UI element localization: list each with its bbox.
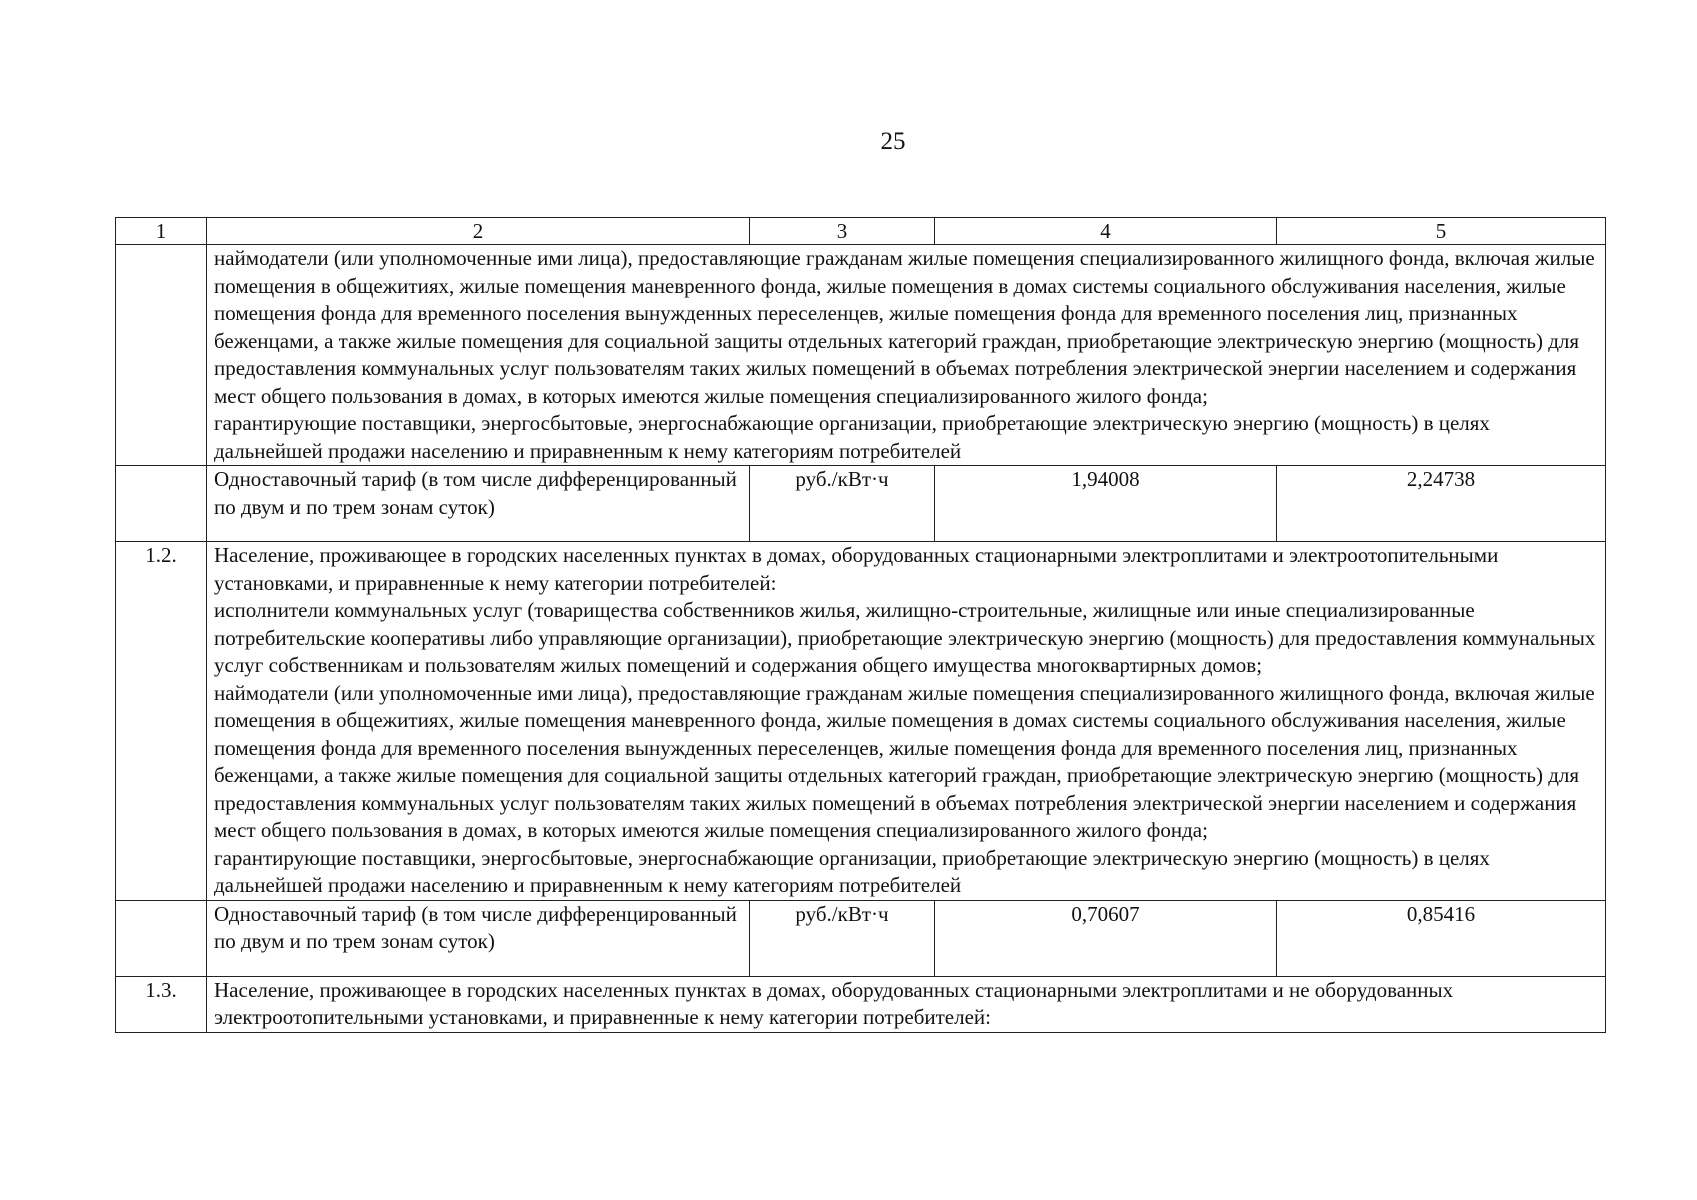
tariff-name: Одноставочный тариф (в том числе дифференцированный по двум и по трем зонам суток) bbox=[207, 466, 750, 542]
row-number: 1.3. bbox=[116, 976, 207, 1032]
description-paragraph: исполнители коммунальных услуг (товарищества собственников жилья, жилищно-строительные, жилищные или иные специализированные потребительские кооперативы либо управляющие организации), приобретающие электрическую энергию (мощность) для предоставления коммунальных услуг собственникам и пользователям жилых помещений и содержания общего имущества многоквартирных домов; bbox=[214, 598, 1596, 677]
table-row bbox=[116, 466, 1606, 542]
table-row bbox=[116, 900, 1606, 976]
header-col-1: 1 bbox=[116, 218, 207, 245]
category-description bbox=[207, 542, 1606, 901]
header-col-2: 2 bbox=[207, 218, 750, 245]
tariff-value-col4: 0,70607 bbox=[935, 900, 1277, 976]
row-number-empty bbox=[116, 900, 207, 976]
tariff-value-col5: 2,24738 bbox=[1277, 466, 1606, 542]
tariff-name: Одноставочный тариф (в том числе дифференцированный по двум и по трем зонам суток) bbox=[207, 900, 750, 976]
header-col-3: 3 bbox=[750, 218, 935, 245]
description-paragraph: Население, проживающее в городских населенных пунктах в домах, оборудованных стационарными электроплитами и не оборудованных электроотопительными установками, и приравненные к нему категории потребителей: bbox=[214, 977, 1454, 1029]
table-row bbox=[116, 542, 1606, 901]
category-description bbox=[207, 245, 1606, 466]
table-row bbox=[116, 976, 1606, 1032]
tariff-unit: руб./кВт·ч bbox=[750, 900, 935, 976]
description-paragraph: Население, проживающее в городских населенных пунктах в домах, оборудованных стационарными электроплитами и электроотопительными установками, и приравненные к нему категории потребителей: bbox=[214, 543, 1499, 595]
table-row bbox=[116, 245, 1606, 466]
description-paragraph: наймодатели (или уполномоченные ими лица), предоставляющие гражданам жилые помещения специализированного жилищного фонда, включая жилые помещения в общежитиях, жилые помещения маневренного фонда, жилые помещения в домах системы социального обслуживания населения, жилые помещения фонда для временного поселения вынужденных переселенцев, жилые помещения фонда для временного поселения лиц, признанных беженцами, а также жилые помещения для социальной защиты отдельных категорий граждан, приобретающие электрическую энергию (мощность) для предоставления коммунальных услуг пользователям таких жилых помещений в объемах потребления электрической энергии населением и содержания мест общего пользования в домах, в которых имеются жилые помещения специализированного жилого фонда; bbox=[214, 246, 1595, 408]
description-paragraph: наймодатели (или уполномоченные ими лица), предоставляющие гражданам жилые помещения специализированного жилищного фонда, включая жилые помещения в общежитиях, жилые помещения маневренного фонда, жилые помещения в домах системы социального обслуживания населения, жилые помещения фонда для временного поселения вынужденных переселенцев, жилые помещения фонда для временного поселения лиц, признанных беженцами, а также жилые помещения для социальной защиты отдельных категорий граждан, приобретающие электрическую энергию (мощность) для предоставления коммунальных услуг пользователям таких жилых помещений в объемах потребления электрической энергии населением и содержания мест общего пользования в домах, в которых имеются жилые помещения специализированного жилого фонда; bbox=[214, 680, 1595, 842]
tariff-table bbox=[115, 217, 1606, 1033]
row-number: 1.2. bbox=[116, 542, 207, 901]
tariff-value-col5: 0,85416 bbox=[1277, 900, 1606, 976]
header-col-5: 5 bbox=[1277, 218, 1606, 245]
category-description bbox=[207, 976, 1606, 1032]
tariff-unit: руб./кВт·ч bbox=[750, 466, 935, 542]
description-paragraph: гарантирующие поставщики, энергосбытовые, энергоснабжающие организации, приобретающие электрическую энергию (мощность) в целях дальнейшей продажи населению и приравненным к нему категориям потребителей bbox=[214, 411, 1490, 463]
page-number: 25 bbox=[880, 128, 906, 155]
table-header-row bbox=[116, 218, 1606, 245]
description-paragraph: гарантирующие поставщики, энергосбытовые, энергоснабжающие организации, приобретающие электрическую энергию (мощность) в целях дальнейшей продажи населению и приравненным к нему категориям потребителей bbox=[214, 845, 1490, 897]
header-col-4: 4 bbox=[935, 218, 1277, 245]
row-number-empty bbox=[116, 466, 207, 542]
tariff-value-col4: 1,94008 bbox=[935, 466, 1277, 542]
row-number-empty bbox=[116, 245, 207, 466]
